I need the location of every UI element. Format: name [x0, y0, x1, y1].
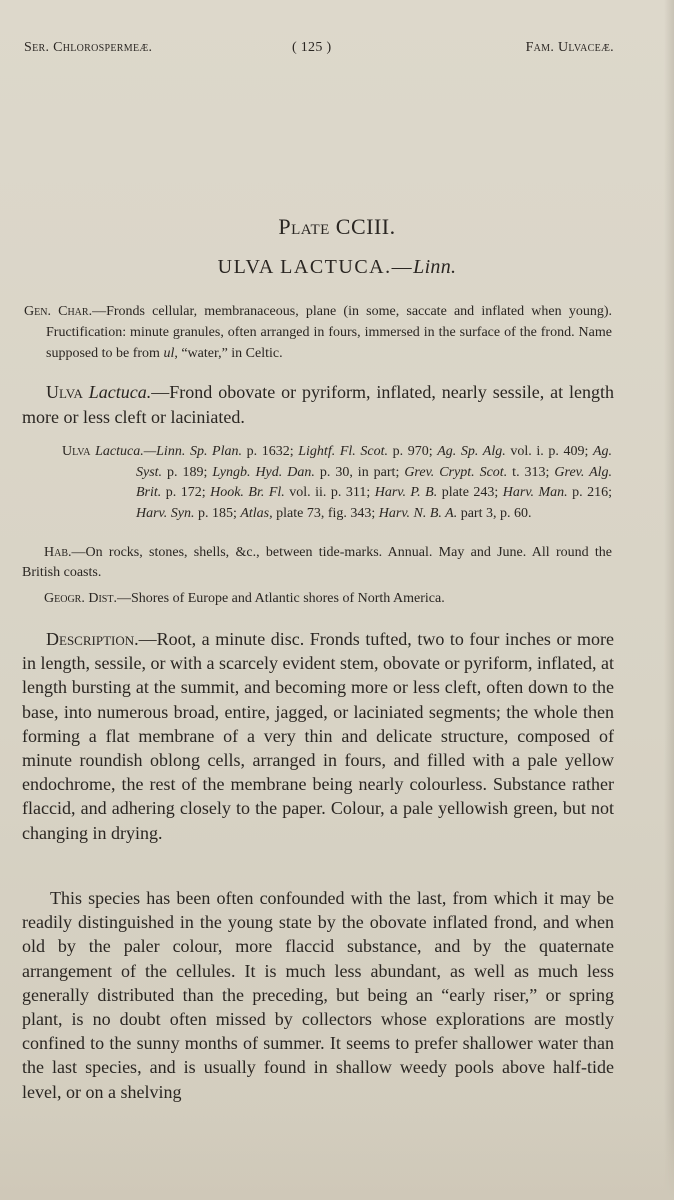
geography-label: Geogr. Dist.: [44, 591, 117, 606]
synonymy-ref: Harv. Man.: [502, 485, 568, 500]
synonymy-genus: Ulva: [62, 444, 91, 459]
habitat-label: Hab.: [44, 545, 72, 560]
synonymy-ref: Lyngb. Hyd. Dan.: [212, 464, 315, 480]
page-edge-shadow: [664, 0, 674, 1200]
diagnosis-text: —Frond obovate or pyriform, inflated, nearly sessile, at length more or less cleft or laciniated.: [22, 382, 615, 427]
synonymy-ref: Harv. Syn.: [136, 505, 195, 521]
gen-char-text: —Fronds cellular, membranaceous, plane (in some, saccate and inflated when young). Fructification: minute granules, often arranged in fours, immersed in the surface of the frond. Name supposed to be from: [46, 304, 612, 361]
habitat-paragraph: [22, 543, 612, 583]
synonymy-ref: Hook. Br. Fl.: [210, 485, 285, 500]
species-authority: Linn.: [413, 256, 457, 278]
synonymy-ref: Ag. Syst.: [136, 444, 613, 480]
geography-paragraph: [44, 589, 614, 609]
species-name: ULVA LACTUCA.—: [217, 256, 414, 278]
synonymy-ref: Grev. Crypt. Scot.: [404, 464, 508, 480]
synonymy-ref: p. 970;: [387, 444, 438, 459]
geography-text: —Shores of Europe and Atlantic shores of North America.: [116, 591, 445, 606]
gen-char-text-end: , “water,” in Celtic.: [174, 346, 283, 361]
species-diagnosis: [22, 380, 614, 430]
series-heading: Ser. Chlorospermeæ.: [24, 40, 153, 55]
page-number: ( 125 ): [292, 40, 332, 55]
family-heading: Fam. Ulvaceæ.: [525, 40, 614, 55]
synonymy-ref: Atlas,: [240, 505, 273, 521]
synonymy-ref: p. 185;: [194, 505, 241, 521]
gen-char-etymology-word: ul: [163, 346, 175, 361]
synonymy-ref: p. 1632;: [242, 444, 299, 459]
synonymy-ref: vol. ii. p. 311;: [284, 485, 375, 500]
description-paragraph: [22, 627, 614, 845]
diagnosis-genus: Ulva: [46, 382, 83, 402]
synonymy-ref: plate 243;: [437, 485, 503, 500]
synonymy-ref: vol. i. p. 409;: [505, 444, 593, 459]
synonymy-ref: Harv. N. B. A.: [378, 505, 458, 521]
synonymy-ref: p. 216;: [567, 485, 612, 500]
synonymy-ref: p. 189;: [162, 464, 213, 480]
synonymy-ref: Ag. Sp. Alg.: [437, 444, 506, 459]
gen-char-label: Gen. Char.: [24, 304, 93, 319]
synonymy-ref: part 3, p. 60.: [457, 505, 532, 521]
species-title: [0, 256, 674, 279]
synonymy-ref: t. 313;: [507, 464, 555, 480]
synonymy-ref: Lactuca.—Linn. Sp. Plan.: [95, 444, 242, 459]
synonymy-ref: p. 172;: [161, 485, 211, 500]
description-text: —Root, a minute disc. Fronds tufted, two to four inches or more in length, sessile, or with a scarcely evident stem, obovate or pyriform, inflated, at length bursting at the summit, and becoming more or less cleft, often down to the base, into numerous broad, entire, jagged, or laciniated segments; the whole then forming a flat membrane of a very thin and delicate structure, composed of minute roundish oblong cells, arranged in fours, and filled with a pale yellow endochrome, the rest of the membrane being nearly colourless. Substance rather flaccid, and adhering closely to the paper. Colour, a pale yellowish green, but not changing in drying.: [22, 629, 614, 843]
synonymy-ref: Lightf. Fl. Scot.: [298, 444, 388, 459]
synonymy-block: [62, 442, 612, 524]
synonymy-ref: Grev. Alg. Brit.: [136, 464, 613, 500]
diagnosis-epithet: Lactuca.: [88, 382, 152, 402]
genus-characters: [24, 301, 612, 364]
habitat-text: —On rocks, stones, shells, &c., between tide-marks. Annual. May and June. All round the British coasts.: [22, 545, 612, 580]
synonymy-ref: p. 30, in part;: [314, 464, 405, 480]
remarks-paragraph: This species has been often confounded with the last, from which it may be readily distinguished in the young state by the obovate inflated frond, and when old by the paler colour, more flaccid substance, and by the quaternate arrangement of the cellules. It is much less abundant, as well as much less generally distributed than the preceding, but being an “early riser,” or spring plant, is no doubt often missed by collectors whose explorations are mostly confined to the sunny months of summer. It seems to prefer shallower water than the last species, and is usually found in shallow weedy pools above half-tide level, or on a shelving: [22, 888, 614, 1102]
synonymy-ref: Harv. P. B.: [374, 485, 438, 500]
running-header: [24, 40, 614, 64]
plate-title: Plate CCIII.: [278, 214, 396, 239]
synonymy-ref: plate 73, fig. 343;: [272, 505, 379, 521]
description-label: Description.: [46, 629, 139, 649]
